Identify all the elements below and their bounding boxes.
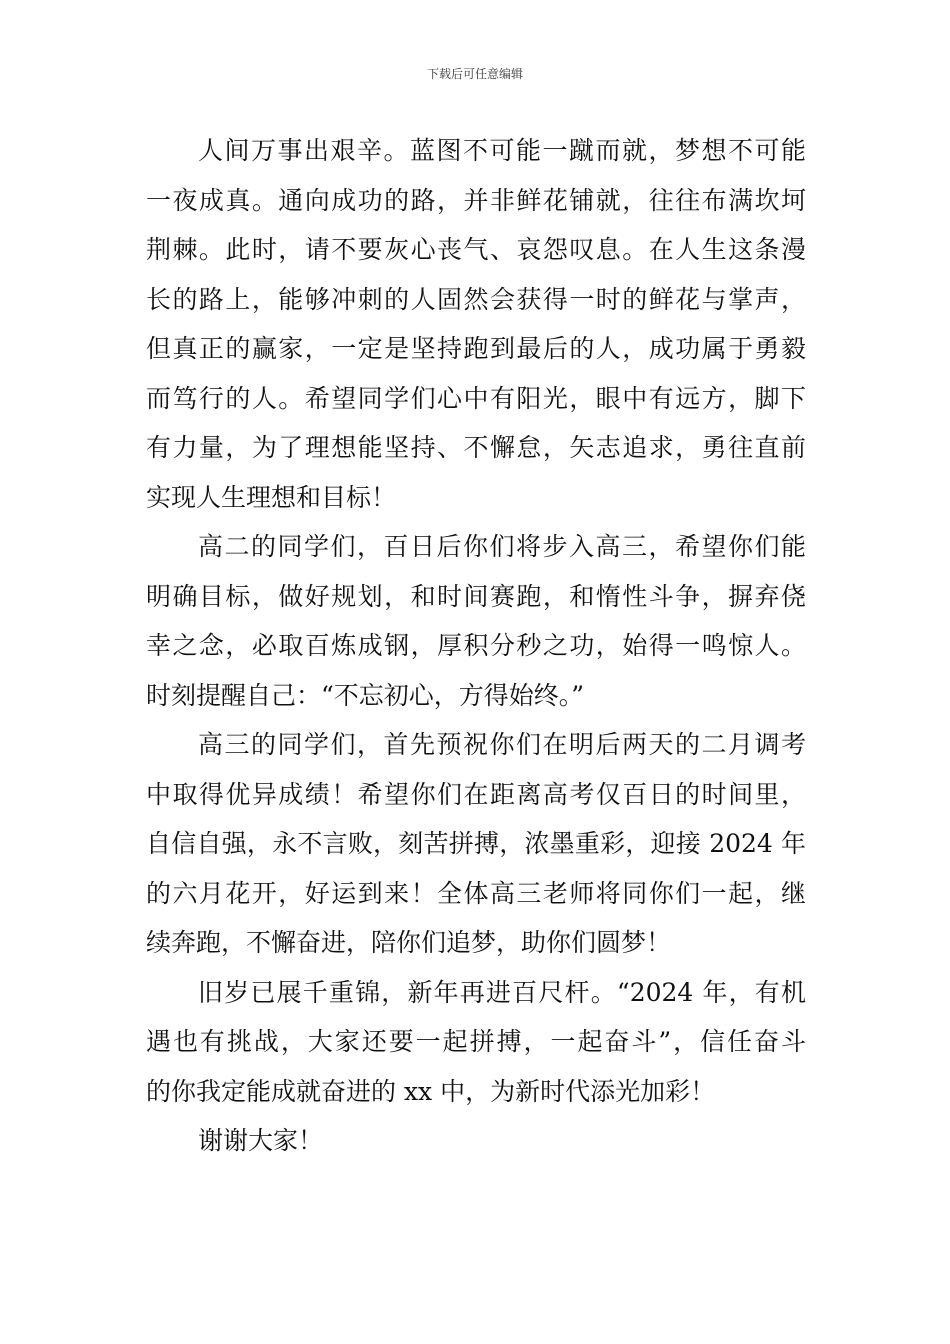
text-line: 高二的同学们，百日后你们将步入高三，希望你们能 [198, 532, 806, 561]
text-line: 而笃行的人。希望同学们心中有阳光，眼中有远方，脚下 [146, 383, 806, 413]
text-line: 遇也有挑战，大家还要一起拼搏，一起奋斗”，信任奋斗 [146, 1027, 806, 1056]
text-line: 谢谢大家！ [198, 1126, 324, 1155]
text-line: 荆棘。此时，请不要灰心丧气、哀怨叹息。在人生这条漫 [146, 235, 806, 264]
text-line: 自信自强，永不言败，刻苦拼搏，浓墨重彩，迎接 2024 年 [146, 829, 806, 858]
text-line: 一夜成真。通向成功的路，并非鲜花铺就，往往布满坎坷 [146, 185, 806, 215]
text-line: 明确目标，做好规划，和时间赛跑，和惰性斗争，摒弃侥 [146, 581, 806, 611]
paragraph-1 [146, 126, 806, 522]
text-line: 的六月花开，好运到来！全体高三老师将同你们一起，继 [146, 878, 806, 908]
text-line: 高三的同学们，首先预祝你们在明后两天的二月调考 [198, 730, 806, 759]
paragraph-3 [146, 720, 806, 968]
paragraph-4 [146, 968, 806, 1117]
text-line: 但真正的赢家，一定是坚持跑到最后的人，成功属于勇毅 [146, 334, 806, 363]
paragraph-5 [146, 1116, 806, 1166]
page-header-note: 下载后可任意编辑 [426, 67, 523, 81]
text-line: 人间万事出艰辛。蓝图不可能一蹴而就，梦想不可能 [198, 136, 806, 165]
text-line: 幸之念，必取百炼成钢，厚积分秒之功，始得一鸣惊人。 [146, 631, 806, 660]
paragraph-2 [146, 522, 806, 720]
text-line: 的你我定能成就奋进的 xx 中，为新时代添光加彩！ [146, 1076, 716, 1106]
text-line: 续奔跑，不懈奋进，陪你们追梦，助你们圆梦！ [146, 928, 672, 957]
text-line: 中取得优异成绩！希望你们在距离高考仅百日的时间里， [146, 779, 806, 809]
text-line: 旧岁已展千重锦，新年再进百尺杆。“2024 年，有机 [198, 977, 806, 1007]
document-body [146, 126, 806, 1166]
text-line: 有力量，为了理想能坚持、不懈怠，矢志追求，勇往直前 [146, 433, 806, 462]
text-line: 长的路上，能够冲刺的人固然会获得一时的鲜花与掌声， [146, 284, 806, 314]
text-line: 时刻提醒自己：“不忘初心，方得始终。” [146, 680, 585, 710]
text-line: 实现人生理想和目标！ [146, 482, 397, 512]
